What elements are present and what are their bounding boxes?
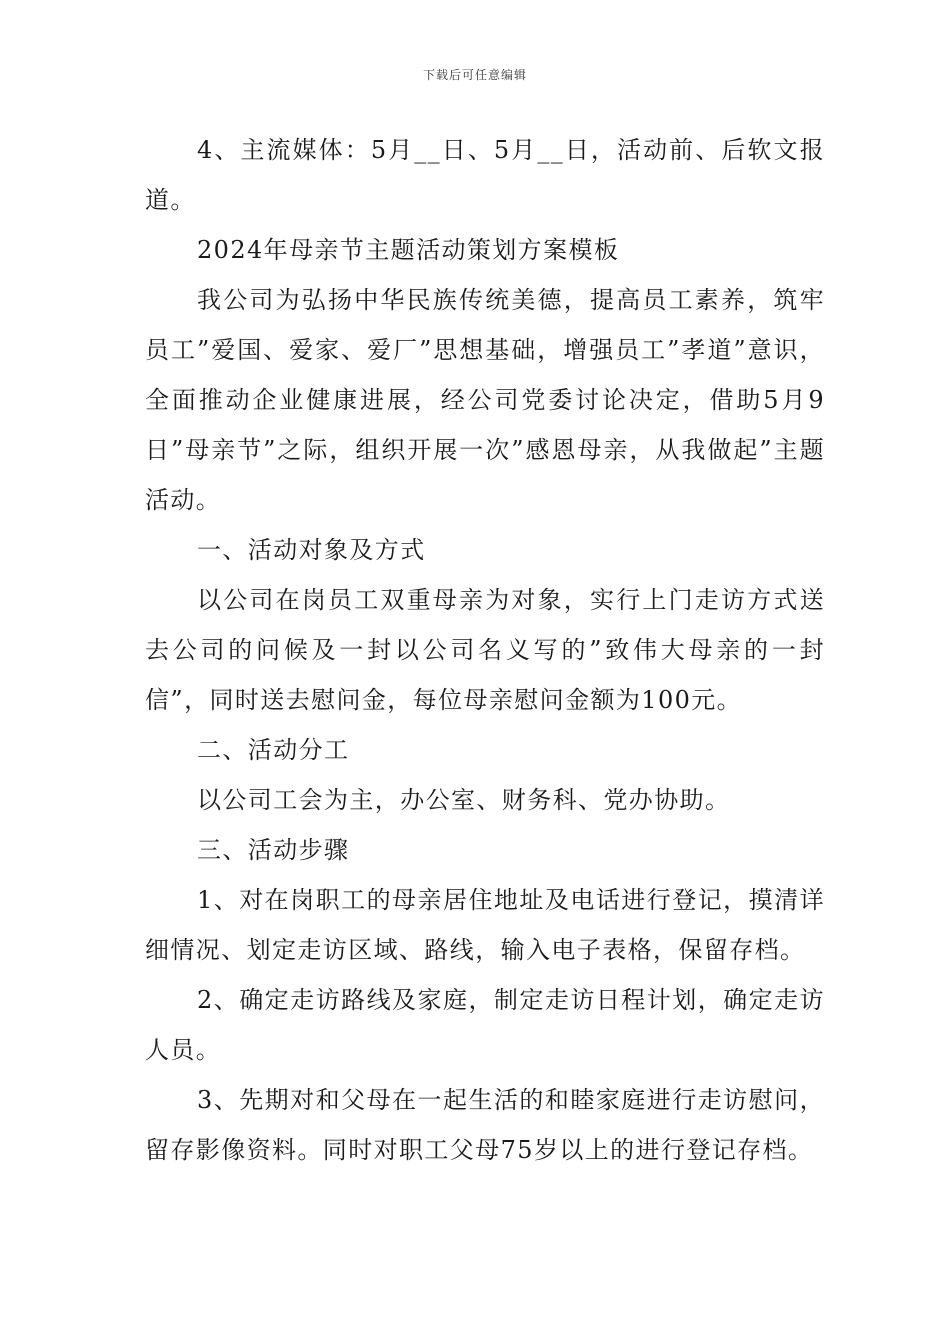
paragraph-step-2: 2、确定走访路线及家庭，制定走访日程计划，确定走访人员。 (145, 986, 825, 1064)
paragraph-step-1: 1、对在岗职工的母亲居住地址及电话进行登记，摸清详细情况、划定走访区域、路线，输入电子表格，保留存档。 (145, 886, 825, 964)
heading-activity-target: 一、活动对象及方式 (197, 536, 426, 564)
paragraph-media-schedule: 4、主流媒体：5月__日、5月__日，活动前、后软文报道。 (145, 136, 825, 214)
paragraph-activity-target: 以公司在岗员工双重母亲为对象，实行上门走访方式送去公司的问候及一封以公司名义写的”致伟大母亲的一封信”，同时送去慰问金，每位母亲慰问金额为100元。 (145, 586, 825, 714)
paragraph-step-3: 3、先期对和父母在一起生活的和睦家庭进行走访慰问，留存影像资料。同时对职工父母75岁以上的进行登记存档。 (145, 1086, 825, 1164)
heading-activity-steps: 三、活动步骤 (197, 836, 350, 864)
header-note: 下载后可任意编辑 (422, 68, 527, 82)
paragraph-intro: 我公司为弘扬中华民族传统美德，提高员工素养，筑牢员工”爱国、爱家、爱厂”思想基础，增强员工”孝道”意识，全面推动企业健康进展，经公司党委讨论决定，借助5月9日”母亲节”之际，组织开展一次”感恩母亲，从我做起”主题活动。 (145, 286, 825, 514)
section-title: 2024年母亲节主题活动策划方案模板 (197, 236, 620, 264)
paragraph-division-of-work: 以公司工会为主，办公室、财务科、党办协助。 (197, 786, 731, 814)
document-body (145, 125, 825, 1175)
heading-division-of-work: 二、活动分工 (197, 736, 350, 764)
